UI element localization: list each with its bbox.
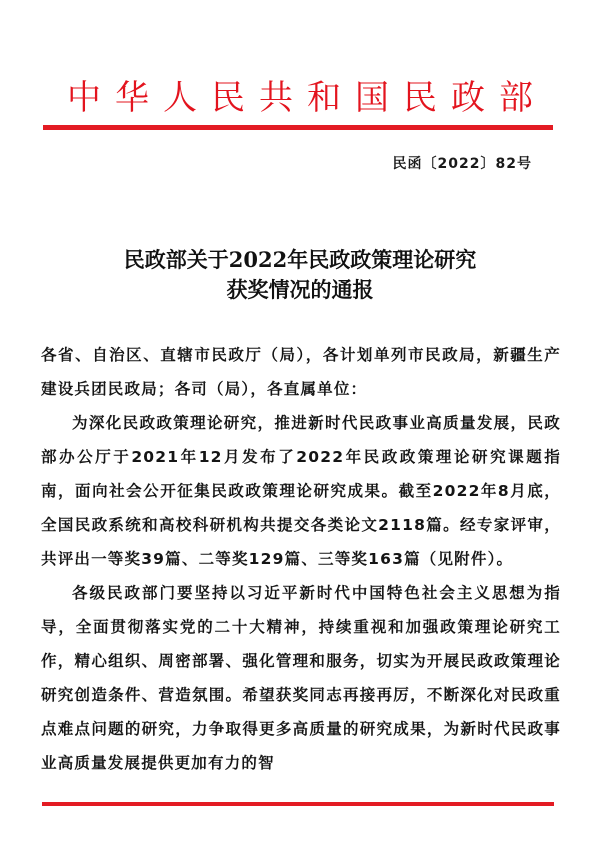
salutation: 各省、自治区、直辖市民政厅（局），各计划单列市民政局，新疆生产建设兵团民政局；各司（局），各直属单位： bbox=[41, 346, 561, 398]
masthead-title: 中华人民共和国民政部 bbox=[67, 78, 547, 118]
paragraph-2: 各级民政部门要坚持以习近平新时代中国特色社会主义思想为指导，全面贯彻落实党的二十大精神，持续重视和加强政策理论研究工作，精心组织、周密部署、强化管理和服务，切实为开展民政政策理论研究创造条件、营造氛围。希望获奖同志再接再厉，不断深化对民政重点难点问题的研究，力争取得更多高质量的研究成果，为新时代民政事业高质量发展提供更加有力的智 bbox=[41, 584, 561, 772]
document-body bbox=[41, 338, 561, 780]
red-footer-rule bbox=[42, 802, 554, 806]
document-title-line-1: 民政部关于2022年民政政策理论研究 bbox=[123, 247, 477, 272]
document-number: 民函〔2022〕82号 bbox=[392, 156, 532, 172]
paragraph-1: 为深化民政政策理论研究，推进新时代民政事业高质量发展，民政部办公厅于2021年12月发布了2022年民政政策理论研究课题指南，面向社会公开征集民政政策理论研究成果。截至2022年8月底，全国民政系统和高校科研机构共提交各类论文2118篇。经专家评审，共评出一等奖39篇、二等奖129篇、三等奖163篇（见附件）。 bbox=[41, 414, 561, 568]
red-header-rule bbox=[43, 125, 553, 130]
document-title-line-2: 获奖情况的通报 bbox=[226, 277, 374, 302]
